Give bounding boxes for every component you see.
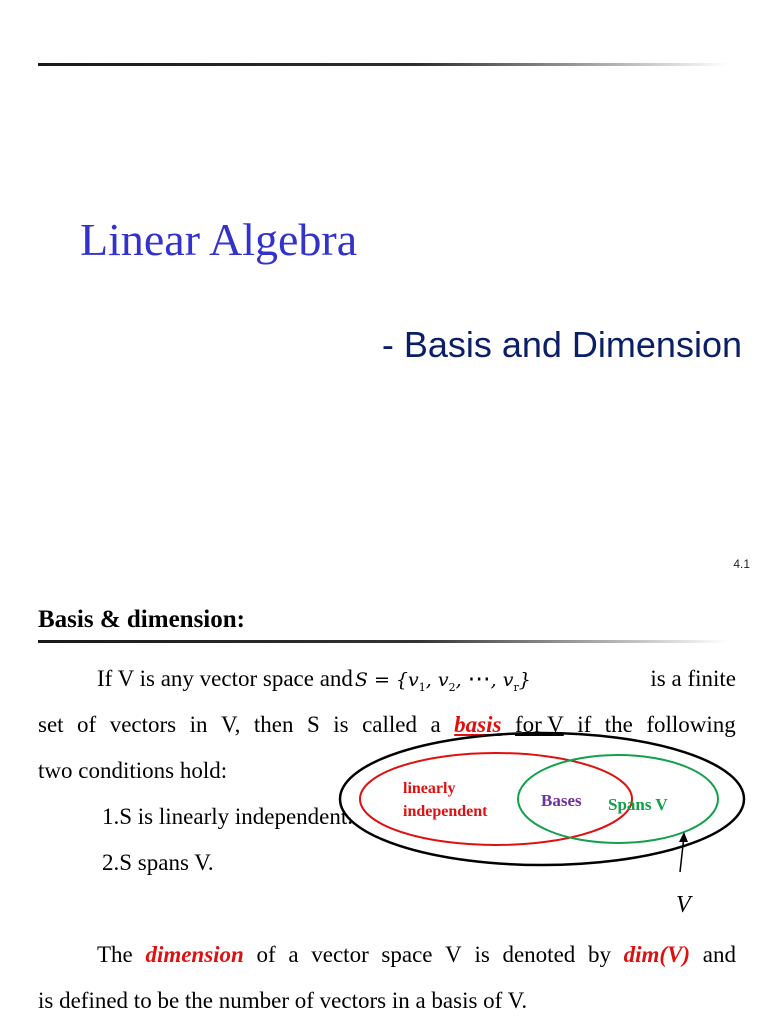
word: a: [288, 942, 299, 967]
section-heading: Basis & dimension:: [38, 606, 245, 633]
venn-label-independent: independent: [403, 803, 488, 820]
dimension-term: dimension: [145, 942, 244, 967]
word: of: [256, 942, 276, 967]
paragraph-line-3: two conditions hold:: [38, 758, 228, 783]
word: denoted: [502, 942, 576, 967]
set-expression: $S = \{v_1$, $v_2$, ⋯, $v_r$}: [354, 666, 531, 694]
linearly-independent-ellipse: [360, 753, 632, 845]
word: by: [587, 942, 611, 967]
basis-term: basis: [454, 712, 502, 737]
heading-divider: [38, 640, 728, 643]
word: for V: [514, 712, 564, 737]
venn-label-spans: Spans V: [608, 795, 668, 814]
venn-diagram: [338, 728, 750, 878]
word: is: [474, 942, 490, 967]
paragraph2-line-1: [97, 942, 736, 968]
main-title: Linear Algebra: [80, 214, 358, 265]
slide-number: 4.1: [733, 557, 750, 571]
word: vector: [311, 942, 369, 967]
word: V: [445, 942, 462, 967]
venn-label-v: V: [676, 892, 691, 918]
para1-prefix: If V is any vector space and: [97, 666, 353, 691]
venn-label-bases: Bases: [541, 791, 582, 810]
word: following: [646, 712, 736, 737]
paragraph-line-1: [97, 666, 531, 694]
word: then: [253, 712, 294, 737]
condition-1: 1.S is linearly independent.: [102, 804, 354, 829]
word: space: [381, 942, 433, 967]
word: The: [97, 942, 133, 967]
word: if: [577, 712, 592, 737]
venn-label-linearly: linearly: [403, 780, 456, 797]
word: vectors: [109, 712, 177, 737]
word: and: [702, 942, 736, 967]
word: called: [362, 712, 417, 737]
word: in: [189, 712, 208, 737]
word: is: [333, 712, 349, 737]
word: of: [77, 712, 97, 737]
word: set: [38, 712, 64, 737]
word: V,: [220, 712, 241, 737]
content-slide: [0, 580, 768, 1024]
subtitle: - Basis and Dimension: [381, 324, 742, 365]
word: S: [306, 712, 320, 737]
para1-suffix: is a finite: [650, 666, 736, 691]
dim-notation: dim(V): [623, 942, 691, 967]
condition-2: 2.S spans V.: [102, 850, 214, 875]
word: a: [430, 712, 441, 737]
word: the: [604, 712, 633, 737]
top-divider: [38, 63, 728, 66]
paragraph2-line-2: is defined to be the number of vectors in a basis of V.: [38, 988, 528, 1013]
